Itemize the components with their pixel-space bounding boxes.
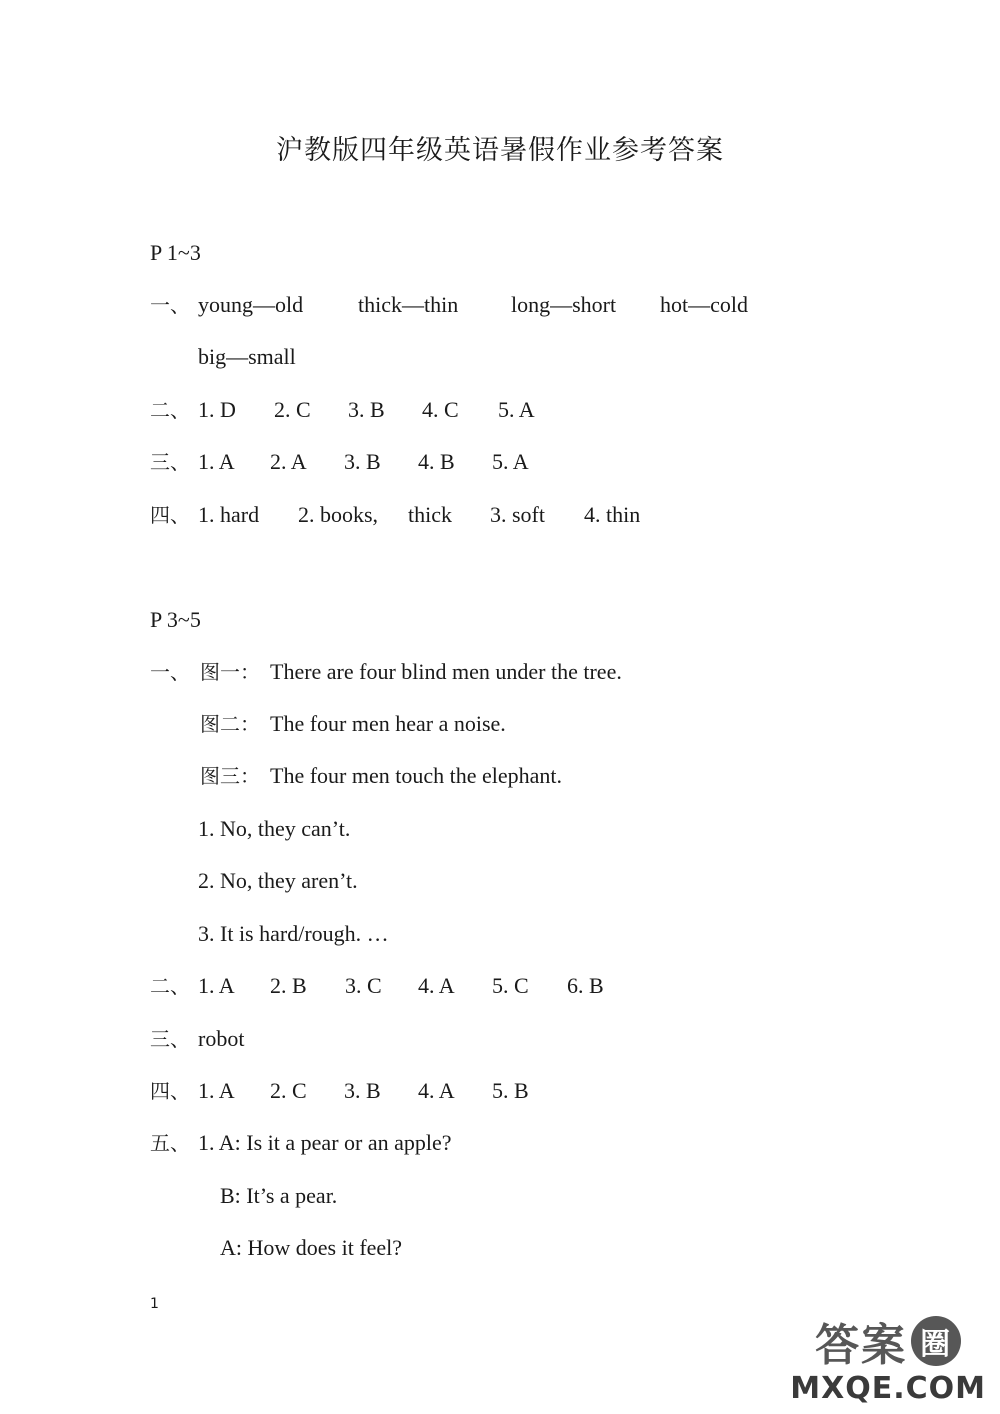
answer-item: 2. A	[270, 449, 307, 474]
section-header-p1-3: P 1~3	[150, 240, 201, 265]
answer-item: 4. A	[418, 1078, 455, 1103]
answer-item: 5. A	[492, 449, 529, 474]
answer-item: 1. hard	[198, 502, 260, 527]
watermark-logo-text: 答案	[815, 1320, 908, 1371]
answer-item: hot—cold	[660, 292, 748, 317]
dialogue-line: 1. A: Is it a pear or an apple?	[198, 1130, 452, 1155]
answer-sentence: 1. No, they can’t.	[198, 816, 351, 841]
page-number: 1	[150, 1296, 159, 1312]
question-number: 四、	[150, 503, 190, 527]
picture-label: 图二：	[200, 712, 260, 736]
answer-item: 5. A	[498, 397, 535, 422]
question-number: 三、	[150, 1027, 190, 1051]
answer-item: robot	[198, 1026, 245, 1051]
answer-sentence: 3. It is hard/rough. …	[198, 921, 389, 946]
question-number: 三、	[150, 450, 190, 474]
picture-label: 图三：	[200, 764, 260, 788]
question-number: 一、	[150, 660, 190, 684]
answer-item: 6. B	[567, 973, 604, 998]
answer-item: 4. C	[422, 397, 459, 422]
answer-row-1-1-cont: big—small	[198, 344, 296, 369]
answer-sentence: The four men hear a noise.	[270, 711, 506, 736]
answer-sentence: There are four blind men under the tree.	[270, 659, 622, 684]
answer-item: 1. A	[198, 449, 235, 474]
answer-item: 1. D	[198, 397, 236, 422]
question-number: 四、	[150, 1079, 190, 1103]
answer-item: 5. C	[492, 973, 529, 998]
answer-item: 3. soft	[490, 502, 545, 527]
answer-item: 2. books,	[298, 502, 379, 527]
watermark	[790, 1309, 986, 1406]
watermark-badge: 圈	[911, 1316, 961, 1366]
section-header-p3-5: P 3~5	[150, 607, 201, 632]
answer-sentence: 2. No, they aren’t.	[198, 868, 358, 893]
answer-item: long—short	[511, 292, 617, 317]
answer-item: 1. A	[198, 1078, 235, 1103]
question-number: 二、	[150, 974, 190, 998]
answer-item: 4. A	[418, 973, 455, 998]
answer-item: 3. C	[345, 973, 382, 998]
watermark-logo	[790, 1309, 986, 1373]
answer-item: 3. B	[344, 1078, 381, 1103]
answer-sentence: The four men touch the elephant.	[270, 763, 563, 788]
page-title: 沪教版四年级英语暑假作业参考答案	[276, 135, 724, 166]
question-number: 五、	[150, 1131, 190, 1155]
answer-item: 3. B	[344, 449, 381, 474]
picture-label: 图一：	[200, 660, 260, 684]
question-number: 二、	[150, 398, 190, 422]
answer-item: 4. B	[418, 449, 455, 474]
answer-item: thick	[408, 502, 452, 527]
answer-item: 2. C	[270, 1078, 307, 1103]
answer-item: 5. B	[492, 1078, 529, 1103]
answer-item: 2. C	[274, 397, 311, 422]
answer-item: 4. thin	[584, 502, 641, 527]
dialogue-line: A: How does it feel?	[220, 1235, 403, 1260]
answer-item: thick—thin	[358, 292, 459, 317]
question-number: 一、	[150, 293, 190, 317]
answer-item: 1. A	[198, 973, 235, 998]
answer-item: young—old	[198, 292, 304, 317]
dialogue-line: B: It’s a pear.	[220, 1183, 338, 1208]
answer-item: 3. B	[348, 397, 385, 422]
watermark-url: MXQE.COM	[790, 1371, 986, 1406]
answer-item: 2. B	[270, 973, 307, 998]
